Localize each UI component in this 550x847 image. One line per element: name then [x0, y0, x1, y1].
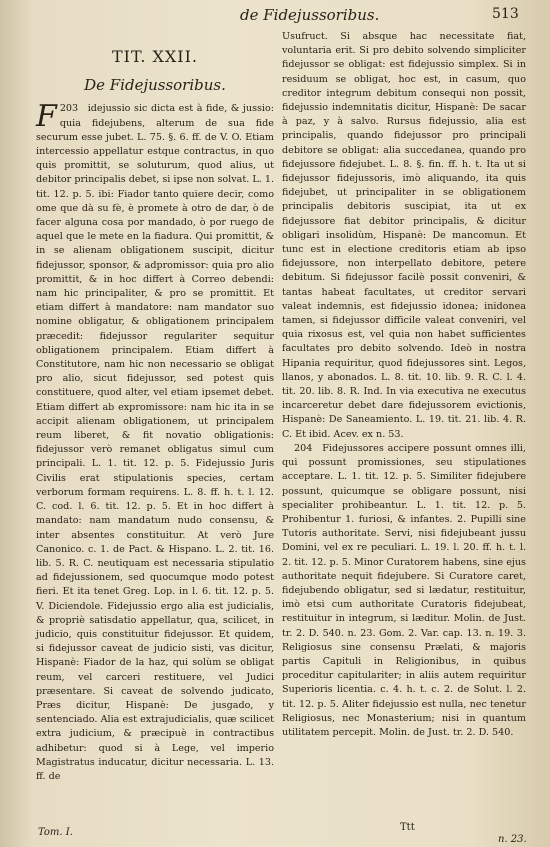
- left-column: [36, 30, 274, 784]
- paragraph-number: 203: [59, 103, 79, 115]
- running-head: [0, 6, 550, 28]
- section-subtitle: De Fidejussoribus.: [84, 76, 226, 95]
- paragraph-text: Fidejussores accipere possunt omnes illi, qui possunt promissiones, seu stipulationes acceptare. L. 1. tit. 12. p. 5. Similiter fidejubere possunt, quicumque se obligare possunt, nisi specialiter prohibeantur. L. 1. tit. 12. p. 5. Prohibentur 1. furiosi, & infantes. 2. Pupilli sine Tutoris authoritate. Servi, nisi fidejubeant jussu Domini, vel ex re peculiari. L. 19. l. 20. ff. h. t. l. 2. tit. 12. p. 5. Minor Curatorem habens, sine ejus authoritate nequit fidejubere. Si Curatore caret, fidejubendo obligatur, sed si lædatur, restituitur, imò etsi cum authoritate Curatoris fidejubeat, restituitur in integrum, si læditur. Molin. de Just. tr. 2. D. 540. n. 23. Gom. 2. Var. cap. 13. n. 19. 3. Religiosus sine consensu Prælati, & majoris partis Capituli in Religionibus, in quibus proceditur capitulariter; in aliis autem requiritur Superioris licentia. c. 4. h. t. c. 2. de Solut. l. 2. tit. 12. p. 5. Aliter fidejussio est nulla, nec tenetur Religiosus, nec Monasterium; nisi in quantum utilitatem percepit. Molin. de Just. tr. 2. D. 540.: [282, 442, 526, 738]
- section-title: TIT. XXII.: [112, 47, 198, 66]
- paragraph-204: [282, 442, 526, 740]
- paragraph-text: idejussio sic dicta est à fide, & jussio: quia fidejubens, alterum de sua fide securum esse jubet. L. 75. §. 6. ff. de V. O. Etiam intercessio appellatur estque contractus, in quo quis promittit, se soluturum, quod alius, ut debitor principalis debet, si ipse non solvat. L. 1. tit. 12. p. 5. ibi: Fiador tanto quiere decir, como ome que dà su fè, è promete à otro de dar, ò de facer alguna cosa por mandado, ò por ruego de aquel que le mete en la fiadura. Qui promittit, & in se alienam obligationem suscipit, dicitur fidejussor, sponsor, & adpromissor: quia pro alio promittit, & in hoc differt à Correo debendi: nam hic principaliter, & pro se promittit. Et etiam differt à mandatore: nam mandator suo nomine obligatur, & obligationem principalem præcedit: fidejussor regulariter sequitur obligationem principalem. Etiam differt à Constitutore, nam hic non necessario se obligat pro alio, sicut fidejussor, sed potest quis constituere, quod alter, vel etiam ipsemet debet. Etiam differt ab expromissore: nam hic ita in se accipit alienam obligationem, ut principalem reum liberet, & fit novatio obligationis: fidejussor verò remanet obligatus simul cum principali. L. 1. tit. 12. p. 5. Fidejussio Juris Civilis erat stipulationis species, certam verborum formam requirens. L. 8. ff. h. t. l. 12. C. cod. l. 6. tit. 12. p. 5. Et in hoc differt à mandato: nam mandatum nudo consensu, & inter absentes constituitur. At verò Jure Canonico. c. 1. de Pact. & Hispano. L. 2. tit. 16. lib. 5. R. C. neutiquam est necessaria stipulatio ad fidejussionem, sed quocumque modo potest fieri. Et ita tenet Greg. Lop. in l. 6. tit. 12. p. 5. V. Diciendole. Fidejussio ergo alia est judicialis, & propriè satisdatio appellatur, qua, scilicet, in judicio, quis constituitur fidejussor. Et quidem, si fidejussor caveat de judicio sisti, vas dicitur, Hispanè: Fiador de la haz, qui solùm se obligat reum, vel carceri restituere, vel Judici præsentare. Si caveat de solvendo judicato, Præs dicitur, Hispanè: De jusgado, y sentenciado. Alia est extrajudicialis, quæ scilicet extra judicium, & præcipuè in contractibus adhibetur: quod si à Lege, vel imperio Magistratus inducatur, dicitur necessaria. L. 13. ff. de: [36, 103, 274, 782]
- paragraph-continuation: Usufruct. Si absque hac necessitate fiat, voluntaria erit. Si pro debito solvendo simpliciter fidejussor se obligat: est fidejussio simplex. Si in residuum se obligat, hoc est, in casum, quo creditor integrum debitum consequi non possit, fidejussio indemnitatis dicitur, Hispanè: De sacar à paz, y à salvo. Rursus fidejussio, alia est principalis, quando fidejussor pro principali debitore se obligat: alia succedanea, quando pro fidejussore fidejubet. L. 8. §. fin. ff. h. t. Ita ut si fidejussor fidejussoris, imò aliquando, ita quis fidejubet, ut principaliter in se obligationem principalis debitoris suscipiat, ita ut ex fidejussore fiat debitor principalis, & dicitur obligari insolidùm, Hispanè: De mancomun. Et tunc est in electione creditoris etiam ab ipso fidejussore, non interpellato debitore, petere debitum. Si fidejussor facilè possit conveniri, & tantas habeat facultates, ut creditor servari valeat indemnis, est fidejussio idonea; inidonea tamen, si fidejussor difficile valeat conveniri, vel quia rixosus est, vel quia non habet sufficientes facultates pro debito solvendo. Ideò in nostra Hipania requiritur, quod fidejussores sint. Legos, llanos, y abonados. L. 8. tit. 10. lib. 9. R. C. l. 4. tit. 20. lib. 8. R. Ind. In via executiva ne executus incarceretur debet dare fidejussorem evictionis, Hispanè: De Saneamiento. L. 19. tit. 21. lib. 4. R. C. Et ibid. Acev. ex n. 53.: [282, 31, 526, 440]
- paragraph-number: 204: [294, 442, 313, 454]
- running-head-title: de Fidejussoribus.: [240, 6, 380, 24]
- drop-cap: F: [36, 99, 57, 135]
- paragraph-203: [36, 99, 274, 784]
- catchword: n. 23.: [498, 834, 527, 845]
- volume-label: Tom. I.: [38, 827, 73, 838]
- page-number: 513: [492, 6, 519, 22]
- right-column: [282, 30, 526, 740]
- signature-mark: Ttt: [400, 822, 415, 833]
